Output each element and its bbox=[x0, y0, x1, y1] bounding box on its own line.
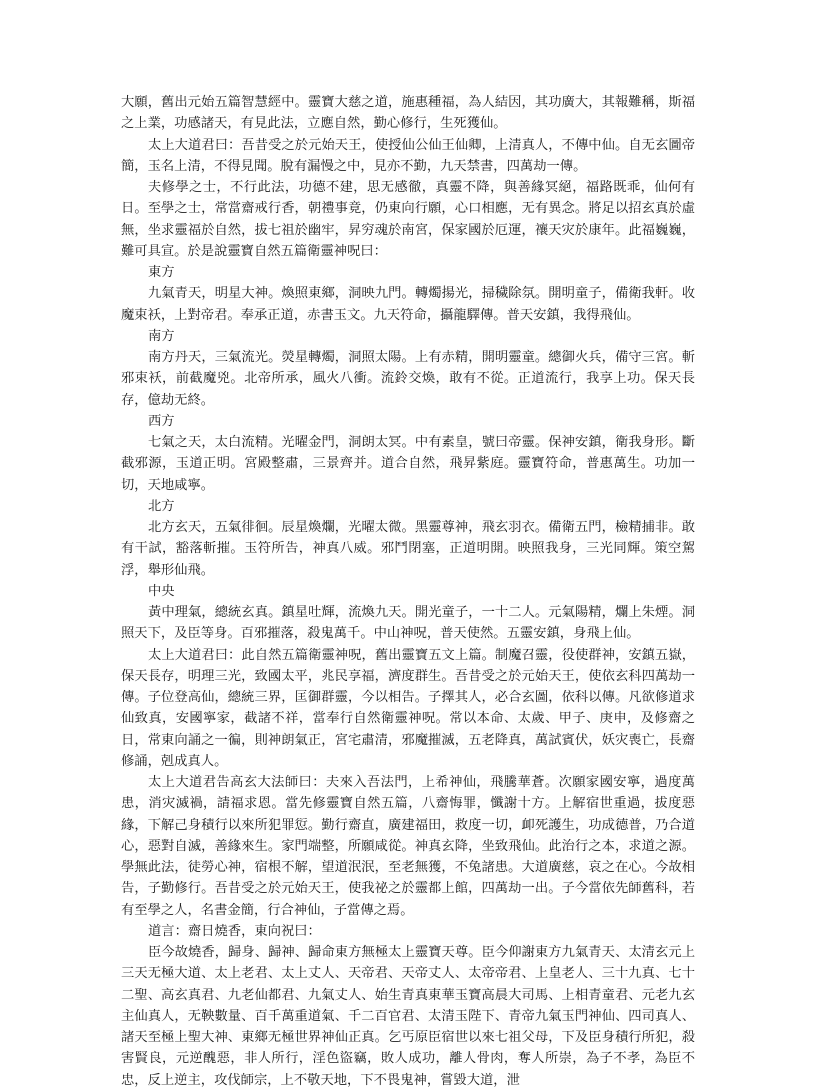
heading-south: 南方 bbox=[148, 328, 175, 344]
paragraph-daojun-1: 太上大道君曰：吾昔受之於元始天王，使授仙公仙王仙卿，上清真人，不傳中仙。自无玄圖帝簡，玉名上清，不得見聞。脫有漏慢之中，見亦不勤，九天禁書，四萬劫一傳。 bbox=[121, 137, 695, 174]
incantation-east: 九氣青天，明星大神。煥照東鄉，洞映九門。轉燭揚光，掃穢除氛。開明童子，備衛我軒。收魔束袄，上對帝君。奉承正道，赤書玉文。九天符命，攝龍驛傳。普天安鎮，我得飛仙。 bbox=[121, 286, 695, 323]
incantation-south: 南方丹天，三氣流光。熒星轉燭，洞照太陽。上有赤精，開明靈童。總御火兵，備守三宮。斬邪束袄，前截魔兇。北帝所承，風火八衝。流鈴交煥，敢有不從。正道流行，我享上功。保天長存，億劫无終。 bbox=[121, 350, 695, 408]
paragraph-daoyan: 道言：齋日燒香，東向祝曰： bbox=[148, 923, 321, 939]
incantation-north: 北方玄天，五氣徘徊。辰星煥爛，光曜太微。黑靈尊神，飛玄羽衣。備衛五門，檢精捕非。敢有干試，豁落斬摧。玉符所告，神真八威。邪鬥閉塞，正道明開。映照我身，三光同輝。策空駕浮，舉形仙飛。 bbox=[121, 520, 695, 578]
paragraph-continuation: 大願，舊出元始五篇智慧經中。靈寶大慈之道，施惠種福，為人結因，其功廣大，其報難稱，斯福之上業，功感諸天，有見此法，立應自然，勤心修行，生死獲仙。 bbox=[121, 95, 695, 132]
incantation-center: 黃中理氣，總統玄真。鎮星吐輝，流煥九天。開光童子，一十二人。元氣陽精，爛上朱煙。洞照天下，及臣等身。百邪摧落，殺鬼萬千。中山神呪，普天使然。五靈安鎮，身飛上仙。 bbox=[121, 605, 695, 642]
incantation-west: 七氣之天，太白流精。光曜金門，洞朗太冥。中有素皇，號曰帝靈。保神安鎮，衛我身形。斷截邪源，玉道正明。宮殿整肅，三景齊并。道合自然，飛昇紫庭。靈寶符命，普惠萬生。功加一切，天地咸寧。 bbox=[121, 435, 695, 493]
paragraph-xiuxue: 夫修學之士，不行此法，功德不建，思无感徹，真靈不降，與善緣冥絕，福路既乖，仙何有日。至學之士，常當齋戒行香，朝禮事竟，仍東向行願，心口相應，无有異念。將足以招玄真於虛無，坐求靈福於自然，拔七祖於幽牢，昇穷魂於南宮，保家國於厄運，禳天灾於康年。此福巍巍，難可具宣。於是說靈寶自然五篇衛靈神呪曰： bbox=[121, 180, 695, 259]
heading-east: 東方 bbox=[148, 265, 175, 280]
heading-west: 西方 bbox=[148, 413, 175, 429]
heading-center: 中央 bbox=[148, 583, 175, 599]
paragraph-daojun-3: 太上大道君告高玄大法師曰：夫來入吾法門，上希神仙，飛騰華蒼。次願家國安寧，過度萬患，消灾滅禍，請福求恩。當先修靈寶自然五篇，八齋悔罪，懺謝十方。上解宿世重過，拔度惡緣，下解己身積行以來所犯罪愆。勤行齋直，廣建福田，救度一切，卹死護生，功成德普，乃合道心，惡對自滅，善緣來生。家門端整，所願咸從。神真玄降，坐致飛仙。此治行之本，求道之源。學無此法，徒勞心神，宿根不解，望道泯泯，至老無獲，不兔諸患。大道廣慈，哀之在心。今故相告，子勤修行。吾昔受之於元始天王，使我祕之於靈都上館，四萬劫一出。子今當依先師舊科，若有至學之人，名書金簡，行合神仙，子當傳之焉。 bbox=[121, 775, 695, 918]
paragraph-daojun-2: 太上大道君曰：此自然五篇衛靈神呪，舊出靈寶五文上篇。制魔召靈，役使群神，安鎮五嶽，保天長存，明理三光，致國太平，兆民享福，濟度群生。吾昔受之於元始天王，使依玄科四萬劫一傳。子位登高仙，總統三界，匡御群靈，今以相告。子擇其人，必合玄圖，依科以傳。凡欲修道求仙致真，安國寧家，截諸不祥，當奉行自然衛靈神呪。常以本命、太歲、甲子、庚申，及修齋之日，常東向誦之一徧，則神朗氣正，宮宅肅清，邪魔摧滅，五老降真，萬試賓伏，妖灾喪亡，長齋修誦，剋成真人。 bbox=[121, 647, 695, 769]
scripture-text bbox=[121, 92, 695, 1091]
paragraph-prayer: 臣今故燒香，歸身、歸神、歸命東方無極太上靈寶天尊。臣今仰謝東方九氣青天、太清玄元上三天无極大道、太上老君、太上丈人、天帝君、天帝丈人、太帝帝君、上皇老人、三十九真、七十二聖、高玄真君、九老仙都君、九氣丈人、始生青真東華玉寶高晨大司馬、上相青童君、元老九玄主仙真人，无鞅數量、百千萬重道氣、千二百官君、太清玉陛下、青帝九氣玉門神仙、四司真人、諸天至極上聖大神、東鄉无極世界神仙正真。乞丐原臣宿世以來七祖父母，下及臣身積行所犯，殺害賢良，元逆醜惡，非人所行，淫色盜竊，敗人成功，離人骨肉，奪人所崇，為子不孝，為臣不忠，反上逆主，攻伐師宗，上不敬天地，下不畏鬼神，嘗毀大道，泄 bbox=[121, 945, 695, 1088]
heading-north: 北方 bbox=[148, 498, 175, 514]
